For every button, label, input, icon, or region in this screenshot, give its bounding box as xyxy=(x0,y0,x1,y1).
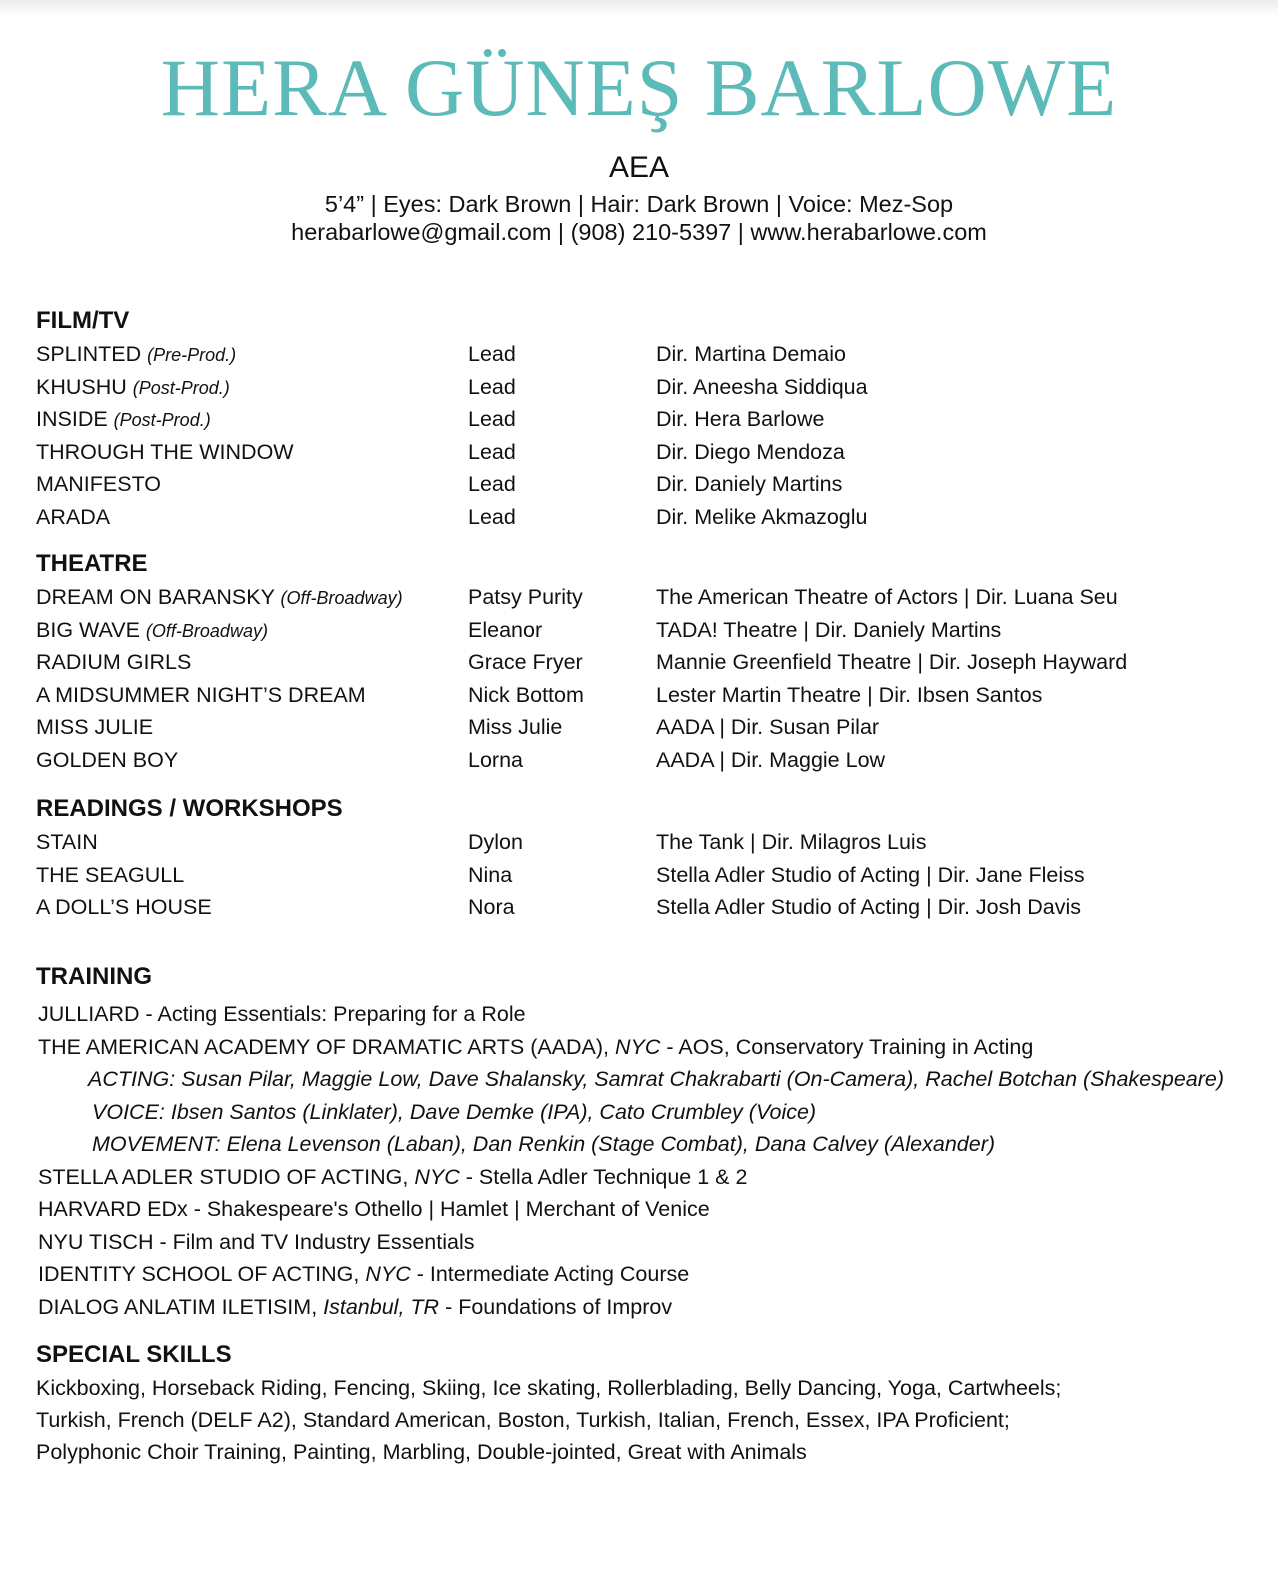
credit-row xyxy=(36,436,1256,469)
teachers-voice: VOICE: Ibsen Santos (Linklater), Dave Demke (IPA), Cato Crumbley (Voice) xyxy=(92,1099,817,1124)
credit-director: The American Theatre of Actors | Dir. Luana Seu xyxy=(656,585,1118,609)
credit-row xyxy=(36,371,1256,404)
credit-director: Dir. Melike Akmazoglu xyxy=(656,504,868,529)
teachers-movement: MOVEMENT: Elena Levenson (Laban), Dan Renkin (Stage Combat), Dana Calvey (Alexander) xyxy=(92,1132,996,1156)
credit-director: AADA | Dir. Susan Pilar xyxy=(656,715,880,739)
credit-row xyxy=(36,501,1256,534)
credit-role: Nora xyxy=(468,895,515,919)
credit-title: SPLINTED (Pre-Prod.) xyxy=(36,342,237,366)
credit-role: Grace Fryer xyxy=(468,650,583,674)
credit-row xyxy=(36,646,1256,679)
credit-row xyxy=(36,468,1256,501)
readings-workshops-section xyxy=(36,792,1256,924)
section-heading: FILM/TV xyxy=(36,307,130,334)
section-heading: THEATRE xyxy=(36,550,148,577)
credit-row xyxy=(36,338,1256,371)
section-heading: SPECIAL SKILLS xyxy=(36,1341,232,1368)
section-heading: READINGS / WORKSHOPS xyxy=(36,795,343,822)
credit-row xyxy=(36,744,1256,777)
credit-row xyxy=(36,614,1256,647)
credit-director: Dir. Hera Barlowe xyxy=(656,407,825,431)
credit-director: Stella Adler Studio of Acting | Dir. Josh Davis xyxy=(656,895,1082,919)
credit-row xyxy=(36,859,1256,892)
training-line: DIALOG ANLATIM ILETISIM, Istanbul, TR - Foundations of Improv xyxy=(38,1294,673,1319)
credit-director: Dir. Martina Demaio xyxy=(656,342,846,366)
physical-stats: 5’4” | Eyes: Dark Brown | Hair: Dark Brown | Voice: Mez-Sop xyxy=(324,191,954,217)
credit-role: Lead xyxy=(468,439,516,464)
credit-role: Patsy Purity xyxy=(468,585,583,609)
actor-name: HERA GÜNEŞ BARLOWE xyxy=(160,42,1118,133)
credit-title: KHUSHU (Post-Prod.) xyxy=(36,374,230,399)
union-affiliation: AEA xyxy=(608,151,670,184)
credit-role: Nina xyxy=(468,862,513,887)
training-section xyxy=(36,960,1256,1323)
credit-row xyxy=(36,826,1256,859)
training-line: JULLIARD - Acting Essentials: Preparing for a Role xyxy=(38,1002,526,1026)
credit-title: BIG WAVE (Off-Broadway) xyxy=(36,617,268,642)
credit-role: Dylon xyxy=(468,830,523,854)
credit-director: Dir. Diego Mendoza xyxy=(656,439,845,464)
page-top-shadow xyxy=(0,0,1278,16)
credit-director: Stella Adler Studio of Acting | Dir. Jane Fleiss xyxy=(656,862,1085,887)
credit-title: THE SEAGULL xyxy=(36,862,185,887)
theatre-section xyxy=(36,547,1256,776)
credit-role: Lead xyxy=(468,504,516,529)
credit-role: Miss Julie xyxy=(468,715,563,739)
credit-role: Lead xyxy=(468,374,516,399)
credit-director: Dir. Aneesha Siddiqua xyxy=(656,374,868,399)
credit-row xyxy=(36,581,1256,614)
credit-title: A DOLL’S HOUSE xyxy=(36,895,212,919)
credit-title: INSIDE (Post-Prod.) xyxy=(36,407,211,431)
credit-director: TADA! Theatre | Dir. Daniely Martins xyxy=(656,617,1002,642)
skills-line: Turkish, French (DELF A2), Standard American, Boston, Turkish, Italian, French, Essex, IPA Proficient; xyxy=(36,1408,1010,1432)
credit-title: MANIFESTO xyxy=(36,472,162,496)
contact-info: herabarlowe@gmail.com | (908) 210-5397 | www.herabarlowe.com xyxy=(291,219,987,245)
credit-director: The Tank | Dir. Milagros Luis xyxy=(656,830,927,854)
teachers-acting: ACTING: Susan Pilar, Maggie Low, Dave Shalansky, Samrat Chakrabarti (On-Camera), Rachel Botchan (Shakespeare) xyxy=(88,1067,1225,1091)
skills-line: Polyphonic Choir Training, Painting, Marbling, Double-jointed, Great with Animals xyxy=(36,1440,807,1464)
skills-line: Kickboxing, Horseback Riding, Fencing, Skiing, Ice skating, Rollerblading, Belly Dancing, Yoga, Cartwheels; xyxy=(36,1376,1062,1400)
credit-director: AADA | Dir. Maggie Low xyxy=(656,747,886,772)
credit-title: DREAM ON BARANSKY (Off-Broadway) xyxy=(36,585,403,609)
credit-title: RADIUM GIRLS xyxy=(36,650,192,674)
training-line: STELLA ADLER STUDIO OF ACTING, NYC - Stella Adler Technique 1 & 2 xyxy=(38,1164,748,1189)
credit-role: Nick Bottom xyxy=(468,682,584,707)
training-line: NYU TISCH - Film and TV Industry Essentials xyxy=(38,1229,475,1254)
training-line: THE AMERICAN ACADEMY OF DRAMATIC ARTS (AADA), NYC - AOS, Conservatory Training in Acting xyxy=(38,1034,1034,1059)
credit-row xyxy=(36,679,1256,712)
section-heading: TRAINING xyxy=(36,963,152,990)
special-skills-section xyxy=(36,1338,1256,1468)
credit-role: Eleanor xyxy=(468,617,543,642)
credit-title: ARADA xyxy=(36,504,111,529)
credit-title: A MIDSUMMER NIGHT’S DREAM xyxy=(36,682,366,707)
credit-row xyxy=(36,891,1256,924)
credit-row xyxy=(36,403,1256,436)
credit-role: Lead xyxy=(468,342,516,366)
credit-row xyxy=(36,711,1256,744)
credit-director: Dir. Daniely Martins xyxy=(656,472,843,496)
credit-director: Mannie Greenfield Theatre | Dir. Joseph Hayward xyxy=(656,650,1128,674)
training-line: HARVARD EDx - Shakespeare's Othello | Hamlet | Merchant of Venice xyxy=(38,1197,710,1221)
credit-title: THROUGH THE WINDOW xyxy=(36,439,294,464)
credit-title: MISS JULIE xyxy=(36,715,154,739)
credit-title: GOLDEN BOY xyxy=(36,747,179,772)
credit-role: Lorna xyxy=(468,747,523,772)
credit-role: Lead xyxy=(468,407,516,431)
credit-role: Lead xyxy=(468,472,516,496)
credit-title: STAIN xyxy=(36,830,98,854)
training-line: IDENTITY SCHOOL OF ACTING, NYC - Intermediate Acting Course xyxy=(38,1262,690,1286)
film-tv-section xyxy=(36,304,1256,533)
credit-director: Lester Martin Theatre | Dir. Ibsen Santos xyxy=(656,682,1043,707)
